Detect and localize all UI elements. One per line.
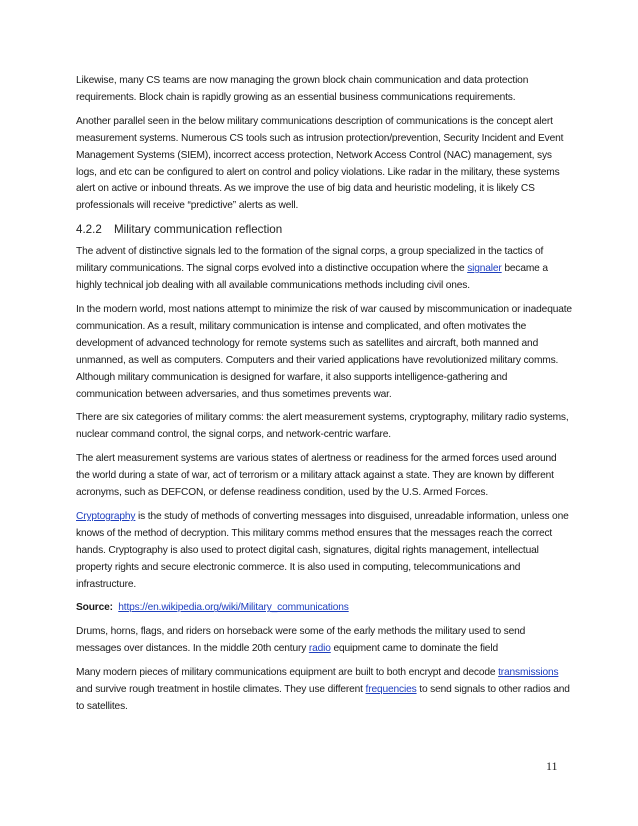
paragraph-alert-systems: Another parallel seen in the below military communications description of communications is the concept alert measurement systems. Numerous CS tools such as intrusion protection/prevention, Security Incident and Event Management Systems (SIEM), incorrect access protection, Network Access Control (NAC) management, sys logs, and etc can be configured to alert on control and policy violations. Like radar in the military, these systems alert on active or inbound threats. As we improve the use of big data and heuristic modeling, it is likely CS professionals will receive “predictive” alerts as well.	[76, 115, 564, 212]
link-radio[interactable]: radio	[308, 643, 331, 655]
paragraph-cryptography: Cryptography is the study of methods of converting messages into disguised, unreadable information, unless one knows of the method of decryption. This military comms method ensures that the messages reach the correct hands. Cryptography is also used to protect digital cash, signatures, digital rights management, intellectual property rights and secure electronic commerce. It is also used in computing, telecommunications and infrastructure.	[76, 510, 569, 590]
paragraph-signal-corps: The advent of distinctive signals led to the formation of the signal corps, a group specialized in the tactics of military communications. The signal corps evolved into a distinctive occupation where the signaler became a highly technical job dealing with all available communications methods including civil ones.	[76, 246, 548, 292]
link-cryptography[interactable]: Cryptography	[76, 510, 136, 522]
section-number: 4.2.2	[76, 223, 102, 237]
section-title: Military communication reflection	[114, 223, 283, 237]
paragraph-six-categories: There are six categories of military comms: the alert measurement systems, cryptography, military radio systems, nuclear command control, the signal corps, and network-centric warfare.	[76, 412, 569, 441]
link-transmissions[interactable]: transmissions	[498, 667, 559, 679]
link-source-url[interactable]: https://en.wikipedia.org/wiki/Military_communications	[118, 602, 349, 614]
page-content	[76, 73, 572, 723]
source-label: Source:	[76, 602, 113, 614]
source-line	[76, 600, 572, 617]
paragraph-blockchain: Likewise, many CS teams are now managing the grown block chain communication and data protection requirements. Block chain is rapidly growing as an essential business communications requirements.	[76, 75, 529, 103]
paragraph-early-methods: Drums, horns, flags, and riders on horseback were some of the early methods the military used to send messages over distances. In the middle 20th century radio equipment came to dominate the field	[76, 626, 526, 655]
link-signaler[interactable]: signaler	[467, 263, 502, 275]
paragraph-alert-measurement: The alert measurement systems are various states of alertness or readiness for the armed forces used around the world during a state of war, act of terrorism or a military attack against a state. They are known by different acronyms, such as DEFCON, or defense readiness condition, used by the U.S. Armed Forces.	[76, 453, 557, 499]
page-number: 11	[546, 759, 558, 773]
link-frequencies[interactable]: frequencies	[365, 684, 417, 696]
paragraph-modern-equipment: Many modern pieces of military communications equipment are built to both encrypt and decode transmissions and survive rough treatment in hostile climates. They use different frequencies to send signals to other radios and to satellites.	[76, 667, 570, 712]
paragraph-modern-world: In the modern world, most nations attempt to minimize the risk of war caused by miscommunication or inadequate communication. As a result, military communication is intense and complicated, and often motivates the development of advanced technology for remote systems such as satellites and aircraft, both manned and unmanned, as well as computers. Computers and their varied applications have revolutionized military comms. Although military communication is designed for warfare, it also supports intelligence-gathering and communication between adversaries, and thus sometimes prevents war.	[76, 303, 572, 400]
section-heading	[76, 222, 572, 238]
